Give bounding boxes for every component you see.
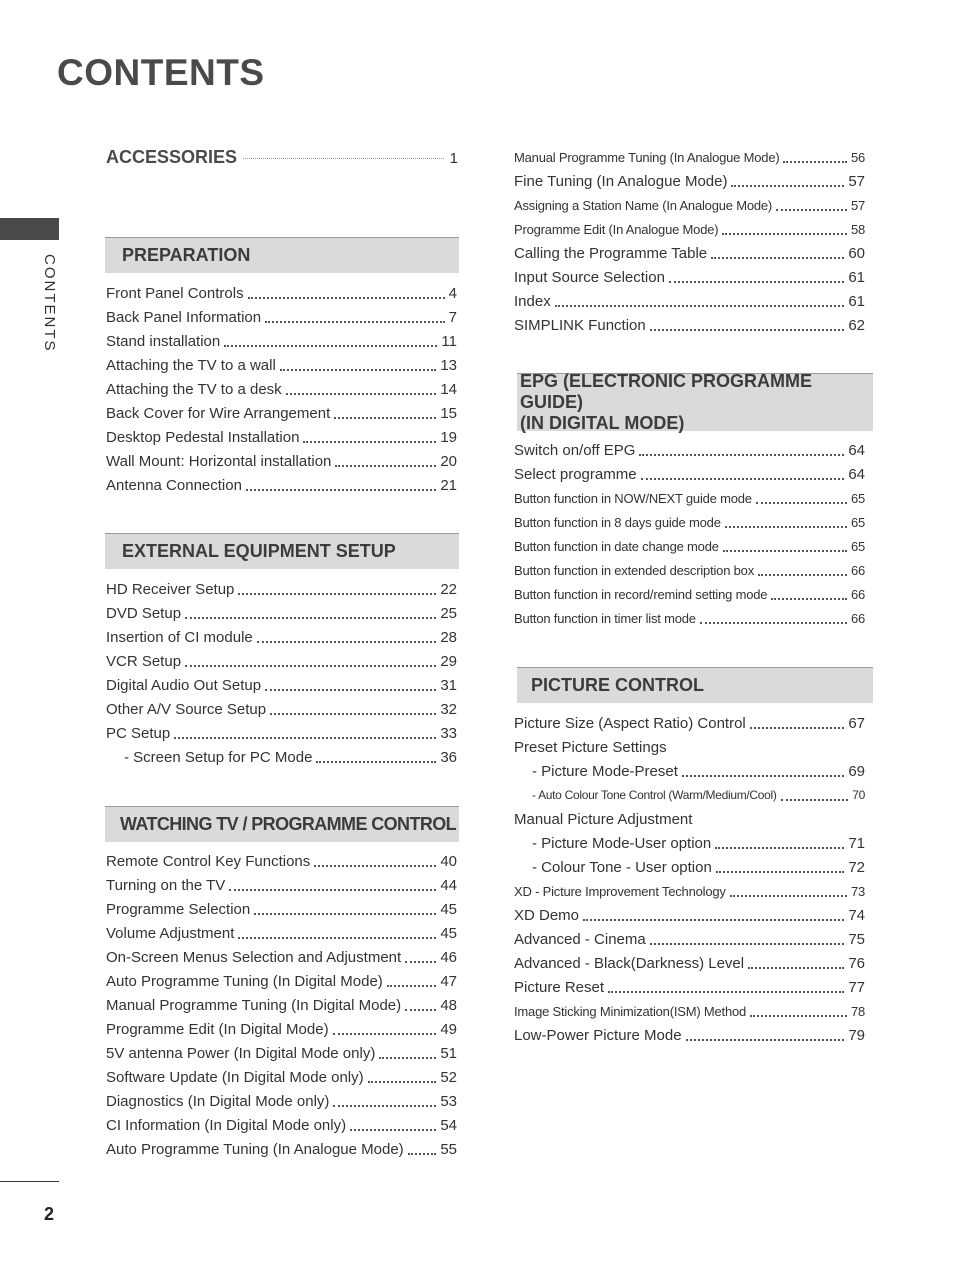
toc-entry-title: Advanced - Black(Darkness) Level — [514, 954, 745, 972]
toc-entry-title: Remote Control Key Functions — [106, 852, 311, 870]
toc-entry[interactable] — [514, 903, 865, 927]
toc-entry-title: Manual Picture Adjustment — [514, 810, 693, 828]
toc-entry[interactable] — [106, 1065, 457, 1089]
toc-entry-title: Image Sticking Minimization(ISM) Method — [514, 1003, 747, 1019]
toc-entry[interactable] — [106, 1017, 457, 1041]
toc-entry-title: - Picture Mode-Preset — [532, 762, 678, 780]
toc-entry[interactable] — [106, 377, 457, 401]
toc-entry-title: Auto Programme Tuning (In Analogue Mode) — [106, 1140, 404, 1158]
toc-entry-title: Button function in date change mode — [514, 538, 719, 554]
toc-entry-page: 55 — [440, 1140, 457, 1158]
toc-entry[interactable] — [106, 697, 457, 721]
dot-leader — [771, 597, 847, 600]
dot-leader — [715, 846, 844, 849]
toc-entry-title: Preset Picture Settings — [514, 738, 667, 756]
toc-entry-title: Calling the Programme Table — [514, 244, 708, 262]
toc-entry[interactable] — [514, 558, 865, 582]
toc-entry-page: 70 — [852, 788, 865, 802]
toc-entry[interactable] — [514, 951, 865, 975]
toc-entry-title: Attaching the TV to a desk — [106, 380, 282, 398]
toc-entry-title: Assigning a Station Name (In Analogue Mode) — [514, 197, 773, 213]
toc-entry-title: Fine Tuning (In Analogue Mode) — [514, 172, 728, 190]
toc-entry-page: 64 — [848, 465, 865, 483]
dot-leader — [731, 184, 844, 187]
dot-leader — [776, 208, 847, 211]
toc-entry-page: 47 — [440, 972, 457, 990]
toc-entry-title: Advanced - Cinema — [514, 930, 646, 948]
toc-entry-title: XD Demo — [514, 906, 580, 924]
toc-entry-page: 67 — [848, 714, 865, 732]
toc-entry-page: 53 — [440, 1092, 457, 1110]
toc-entry[interactable] — [514, 145, 865, 169]
page-title: CONTENTS — [57, 52, 265, 93]
toc-entry[interactable] — [106, 969, 457, 993]
section-header-epg: EPG (ELECTRONIC PROGRAMME GUIDE) (IN DIGITAL MODE) — [517, 373, 873, 431]
toc-entry[interactable] — [106, 1041, 457, 1065]
toc-entry-page: 13 — [440, 356, 457, 374]
toc-entry-title: On-Screen Menus Selection and Adjustment — [106, 948, 402, 966]
dot-leader — [725, 525, 847, 528]
toc-entry[interactable] — [514, 606, 865, 630]
dot-leader — [387, 984, 437, 987]
toc-entry-title: Digital Audio Out Setup — [106, 676, 262, 694]
toc-entry-page: 52 — [440, 1068, 457, 1086]
dot-leader — [333, 1104, 436, 1107]
toc-entry-title: SIMPLINK Function — [514, 316, 646, 334]
toc-entry-title: Button function in 8 days guide mode — [514, 514, 721, 530]
toc-entry-title: Front Panel Controls — [106, 284, 244, 302]
side-tab-marker — [0, 218, 59, 240]
dot-leader — [730, 894, 847, 897]
toc-entry-title: - Screen Setup for PC Mode — [124, 748, 313, 766]
toc-entry-page: 31 — [440, 676, 457, 694]
toc-entry[interactable] — [514, 510, 865, 534]
dot-leader — [583, 918, 844, 921]
toc-entry-page: 45 — [440, 900, 457, 918]
toc-entry-page: 56 — [850, 149, 865, 165]
toc-entry-page: 74 — [848, 906, 865, 924]
dot-leader — [650, 328, 845, 331]
toc-entry-title: Low-Power Picture Mode — [514, 1026, 682, 1044]
toc-entry-page: 58 — [850, 221, 865, 237]
toc-entry-title: DVD Setup — [106, 604, 182, 622]
toc-entry-page: 57 — [850, 197, 865, 213]
toc-entry-page: 22 — [440, 580, 457, 598]
toc-entry-page: 49 — [440, 1020, 457, 1038]
toc-entry-page: 54 — [440, 1116, 457, 1134]
toc-entry-page: 73 — [850, 883, 865, 899]
toc-entry[interactable] — [106, 1089, 457, 1113]
footer-rule — [0, 1181, 59, 1182]
toc-entry-page: 4 — [448, 284, 457, 302]
dot-leader — [750, 1014, 847, 1017]
dot-leader — [185, 616, 436, 619]
toc-entry[interactable] — [514, 289, 865, 313]
side-label: CONTENTS — [41, 254, 58, 353]
toc-entry[interactable] — [514, 1023, 865, 1047]
toc-entry[interactable] — [514, 735, 865, 759]
toc-entry-page: 72 — [848, 858, 865, 876]
toc-entry[interactable] — [514, 241, 865, 265]
toc-entry-title: Button function in record/remind setting mode — [514, 586, 768, 602]
toc-entry-title: Button function in timer list mode — [514, 610, 696, 626]
dot-leader — [224, 344, 437, 347]
toc-entry[interactable] — [106, 649, 457, 673]
toc-entry[interactable] — [514, 313, 865, 337]
dot-leader — [265, 320, 445, 323]
toc-entry-title: VCR Setup — [106, 652, 182, 670]
accessories-page: 1 — [449, 150, 458, 167]
toc-entry-page: 21 — [440, 476, 457, 494]
toc-entry-page: 64 — [848, 441, 865, 459]
dot-leader — [783, 160, 846, 163]
toc-entry-page: 11 — [441, 332, 457, 350]
toc-entry-title: Manual Programme Tuning (In Analogue Mode) — [514, 149, 780, 165]
dot-leader — [335, 464, 436, 467]
toc-list-preparation — [106, 281, 457, 497]
dot-leader — [669, 280, 844, 283]
dot-leader — [650, 942, 845, 945]
toc-entry-title: - Picture Mode-User option — [532, 834, 712, 852]
toc-entry[interactable] — [106, 449, 457, 473]
dot-leader — [723, 549, 847, 552]
toc-entry-page: 79 — [848, 1026, 865, 1044]
page-number: 2 — [44, 1204, 55, 1224]
dot-leader — [405, 960, 436, 963]
toc-entry[interactable] — [514, 711, 865, 735]
dot-leader — [270, 712, 436, 715]
dot-leader — [711, 256, 844, 259]
toc-entry[interactable] — [106, 353, 457, 377]
toc-entry-page: 51 — [440, 1044, 457, 1062]
toc-entry[interactable] — [106, 1113, 457, 1137]
toc-list-watching-tv — [106, 849, 457, 1161]
toc-entry[interactable] — [106, 745, 457, 769]
toc-entry-title: Other A/V Source Setup — [106, 700, 267, 718]
toc-entry[interactable] — [106, 281, 457, 305]
toc-entry-page: 14 — [440, 380, 457, 398]
toc-entry-title: Programme Edit (In Digital Mode) — [106, 1020, 329, 1038]
toc-entry-title: Index — [514, 292, 551, 310]
toc-entry[interactable] — [106, 897, 457, 921]
toc-entry-page: 66 — [850, 610, 865, 626]
toc-entry[interactable] — [514, 807, 865, 831]
toc-entry-page: 78 — [850, 1003, 865, 1019]
toc-entry[interactable] — [106, 721, 457, 745]
dot-leader — [334, 416, 436, 419]
toc-entry[interactable] — [514, 462, 865, 486]
toc-entry-title: Input Source Selection — [514, 268, 665, 286]
toc-entry-title: PC Setup — [106, 724, 171, 742]
toc-entry-title: Button function in NOW/NEXT guide mode — [514, 490, 752, 506]
dot-leader — [368, 1080, 437, 1083]
dot-leader — [246, 488, 436, 491]
toc-entry[interactable] — [106, 849, 457, 873]
dot-leader — [185, 664, 436, 667]
dot-leader — [238, 592, 436, 595]
toc-list-external-equipment — [106, 577, 457, 769]
toc-entry-title: Picture Size (Aspect Ratio) Control — [514, 714, 746, 732]
dot-leader — [748, 966, 844, 969]
toc-entry[interactable] — [106, 401, 457, 425]
dot-leader — [314, 864, 436, 867]
toc-entry[interactable] — [514, 582, 865, 606]
toc-entry-page: 19 — [440, 428, 457, 446]
toc-entry-page: 61 — [848, 292, 865, 310]
dot-leader — [254, 912, 436, 915]
dot-leader — [257, 640, 437, 643]
toc-entry-page: 46 — [440, 948, 457, 966]
toc-entry[interactable] — [514, 975, 865, 999]
toc-entry-title: Programme Selection — [106, 900, 251, 918]
dot-leader — [316, 760, 436, 763]
toc-entry[interactable] — [514, 169, 865, 193]
toc-entry-page: 69 — [848, 762, 865, 780]
dot-leader — [243, 158, 444, 159]
toc-entry-page: 44 — [440, 876, 457, 894]
dot-leader — [682, 774, 844, 777]
section-header-picture-control: PICTURE CONTROL — [517, 667, 873, 703]
toc-entry-title: Manual Programme Tuning (In Digital Mode) — [106, 996, 402, 1014]
toc-entry-title: Software Update (In Digital Mode only) — [106, 1068, 364, 1086]
toc-entry-title: Volume Adjustment — [106, 924, 235, 942]
toc-entry[interactable] — [514, 759, 865, 783]
toc-entry-title: Turning on the TV — [106, 876, 226, 894]
dot-leader — [686, 1038, 845, 1041]
toc-entry-page: 61 — [848, 268, 865, 286]
dot-leader — [641, 477, 845, 480]
toc-entry-title: HD Receiver Setup — [106, 580, 235, 598]
dot-leader — [303, 440, 436, 443]
dot-leader — [238, 936, 436, 939]
toc-entry[interactable] — [514, 438, 865, 462]
dot-leader — [700, 621, 847, 624]
toc-entry[interactable] — [514, 534, 865, 558]
toc-entry[interactable] — [106, 577, 457, 601]
dot-leader — [408, 1152, 437, 1155]
toc-list-picture-control — [514, 711, 865, 1047]
toc-entry-page: 71 — [848, 834, 865, 852]
toc-list-epg — [514, 438, 865, 630]
toc-entry-page: 33 — [440, 724, 457, 742]
toc-entry-page: 66 — [850, 562, 865, 578]
dot-leader — [174, 736, 436, 739]
toc-entry-title: - Colour Tone - User option — [532, 858, 712, 876]
toc-entry-page: 65 — [850, 490, 865, 506]
toc-entry-page: 45 — [440, 924, 457, 942]
toc-entry-page: 28 — [440, 628, 457, 646]
toc-entry-title: CI Information (In Digital Mode only) — [106, 1116, 347, 1134]
toc-entry[interactable] — [106, 945, 457, 969]
dot-leader — [286, 392, 437, 395]
toc-entry-page: 77 — [848, 978, 865, 996]
toc-entry-title: Stand installation — [106, 332, 221, 350]
toc-entry-page: 62 — [848, 316, 865, 334]
dot-leader — [280, 368, 436, 371]
toc-entry-page: 66 — [850, 586, 865, 602]
toc-entry-title: Wall Mount: Horizontal installation — [106, 452, 332, 470]
toc-entry[interactable] — [514, 999, 865, 1023]
toc-entry-page: 20 — [440, 452, 457, 470]
dot-leader — [405, 1008, 436, 1011]
toc-entry-title: Select programme — [514, 465, 637, 483]
dot-leader — [248, 296, 445, 299]
toc-entry-title: Auto Programme Tuning (In Digital Mode) — [106, 972, 383, 990]
toc-entry-page: 40 — [440, 852, 457, 870]
toc-entry[interactable] — [514, 217, 865, 241]
toc-entry-title: - Auto Colour Tone Control (Warm/Medium/Cool) — [532, 788, 777, 802]
toc-entry-page: 15 — [440, 404, 457, 422]
section-header-preparation: PREPARATION — [105, 237, 459, 273]
toc-entry[interactable] — [106, 993, 457, 1017]
dot-leader — [716, 870, 845, 873]
toc-entry[interactable] — [106, 1137, 457, 1161]
dot-leader — [608, 990, 844, 993]
toc-entry[interactable] — [106, 473, 457, 497]
toc-entry-page: 65 — [850, 538, 865, 554]
toc-entry-title: Antenna Connection — [106, 476, 242, 494]
toc-list-watching-tv-continued — [514, 145, 865, 337]
dot-leader — [333, 1032, 437, 1035]
toc-accessories[interactable] — [106, 147, 458, 168]
dot-leader — [758, 573, 847, 576]
section-header-watching-tv: WATCHING TV / PROGRAMME CONTROL — [105, 806, 459, 842]
toc-entry-title: Programme Edit (In Analogue Mode) — [514, 221, 719, 237]
toc-entry-title: Back Panel Information — [106, 308, 262, 326]
toc-entry[interactable] — [514, 831, 865, 855]
toc-entry-title: Button function in extended description box — [514, 562, 755, 578]
dot-leader — [750, 726, 845, 729]
toc-entry-title: Diagnostics (In Digital Mode only) — [106, 1092, 330, 1110]
toc-entry-title: Insertion of CI module — [106, 628, 253, 646]
dot-leader — [756, 501, 847, 504]
toc-entry-page: 7 — [448, 308, 457, 326]
toc-entry[interactable] — [514, 855, 865, 879]
toc-entry-title: Attaching the TV to a wall — [106, 356, 276, 374]
toc-entry-page: 57 — [848, 172, 865, 190]
toc-entry[interactable] — [106, 673, 457, 697]
dot-leader — [350, 1128, 436, 1131]
toc-entry[interactable] — [514, 783, 865, 807]
toc-entry-title: Picture Reset — [514, 978, 605, 996]
toc-entry[interactable] — [106, 425, 457, 449]
toc-entry-page: 75 — [848, 930, 865, 948]
toc-entry-title: Back Cover for Wire Arrangement — [106, 404, 331, 422]
dot-leader — [555, 304, 845, 307]
accessories-title: ACCESSORIES — [106, 147, 238, 167]
dot-leader — [781, 798, 849, 801]
toc-entry-page: 32 — [440, 700, 457, 718]
toc-entry-page: 65 — [850, 514, 865, 530]
section-header-external-equipment: EXTERNAL EQUIPMENT SETUP — [105, 533, 459, 569]
toc-entry[interactable] — [106, 921, 457, 945]
toc-entry-page: 76 — [848, 954, 865, 972]
toc-entry[interactable] — [514, 193, 865, 217]
toc-entry[interactable] — [514, 265, 865, 289]
toc-entry[interactable] — [106, 873, 457, 897]
dot-leader — [379, 1056, 436, 1059]
toc-entry-page: 36 — [440, 748, 457, 766]
toc-entry[interactable] — [514, 486, 865, 510]
toc-entry-page: 29 — [440, 652, 457, 670]
toc-entry-page: 60 — [848, 244, 865, 262]
dot-leader — [639, 453, 844, 456]
toc-entry[interactable] — [514, 879, 865, 903]
toc-entry[interactable] — [106, 329, 457, 353]
toc-entry-page: 48 — [440, 996, 457, 1014]
toc-entry-title: 5V antenna Power (In Digital Mode only) — [106, 1044, 376, 1062]
toc-entry[interactable] — [106, 305, 457, 329]
dot-leader — [722, 232, 847, 235]
toc-entry[interactable] — [514, 927, 865, 951]
toc-entry-title: XD - Picture Improvement Technology — [514, 883, 726, 899]
toc-entry-title: Switch on/off EPG — [514, 441, 636, 459]
toc-entry[interactable] — [106, 625, 457, 649]
toc-entry-title: Desktop Pedestal Installation — [106, 428, 300, 446]
toc-entry-page: 25 — [440, 604, 457, 622]
toc-entry[interactable] — [106, 601, 457, 625]
dot-leader — [265, 688, 436, 691]
dot-leader — [229, 888, 436, 891]
